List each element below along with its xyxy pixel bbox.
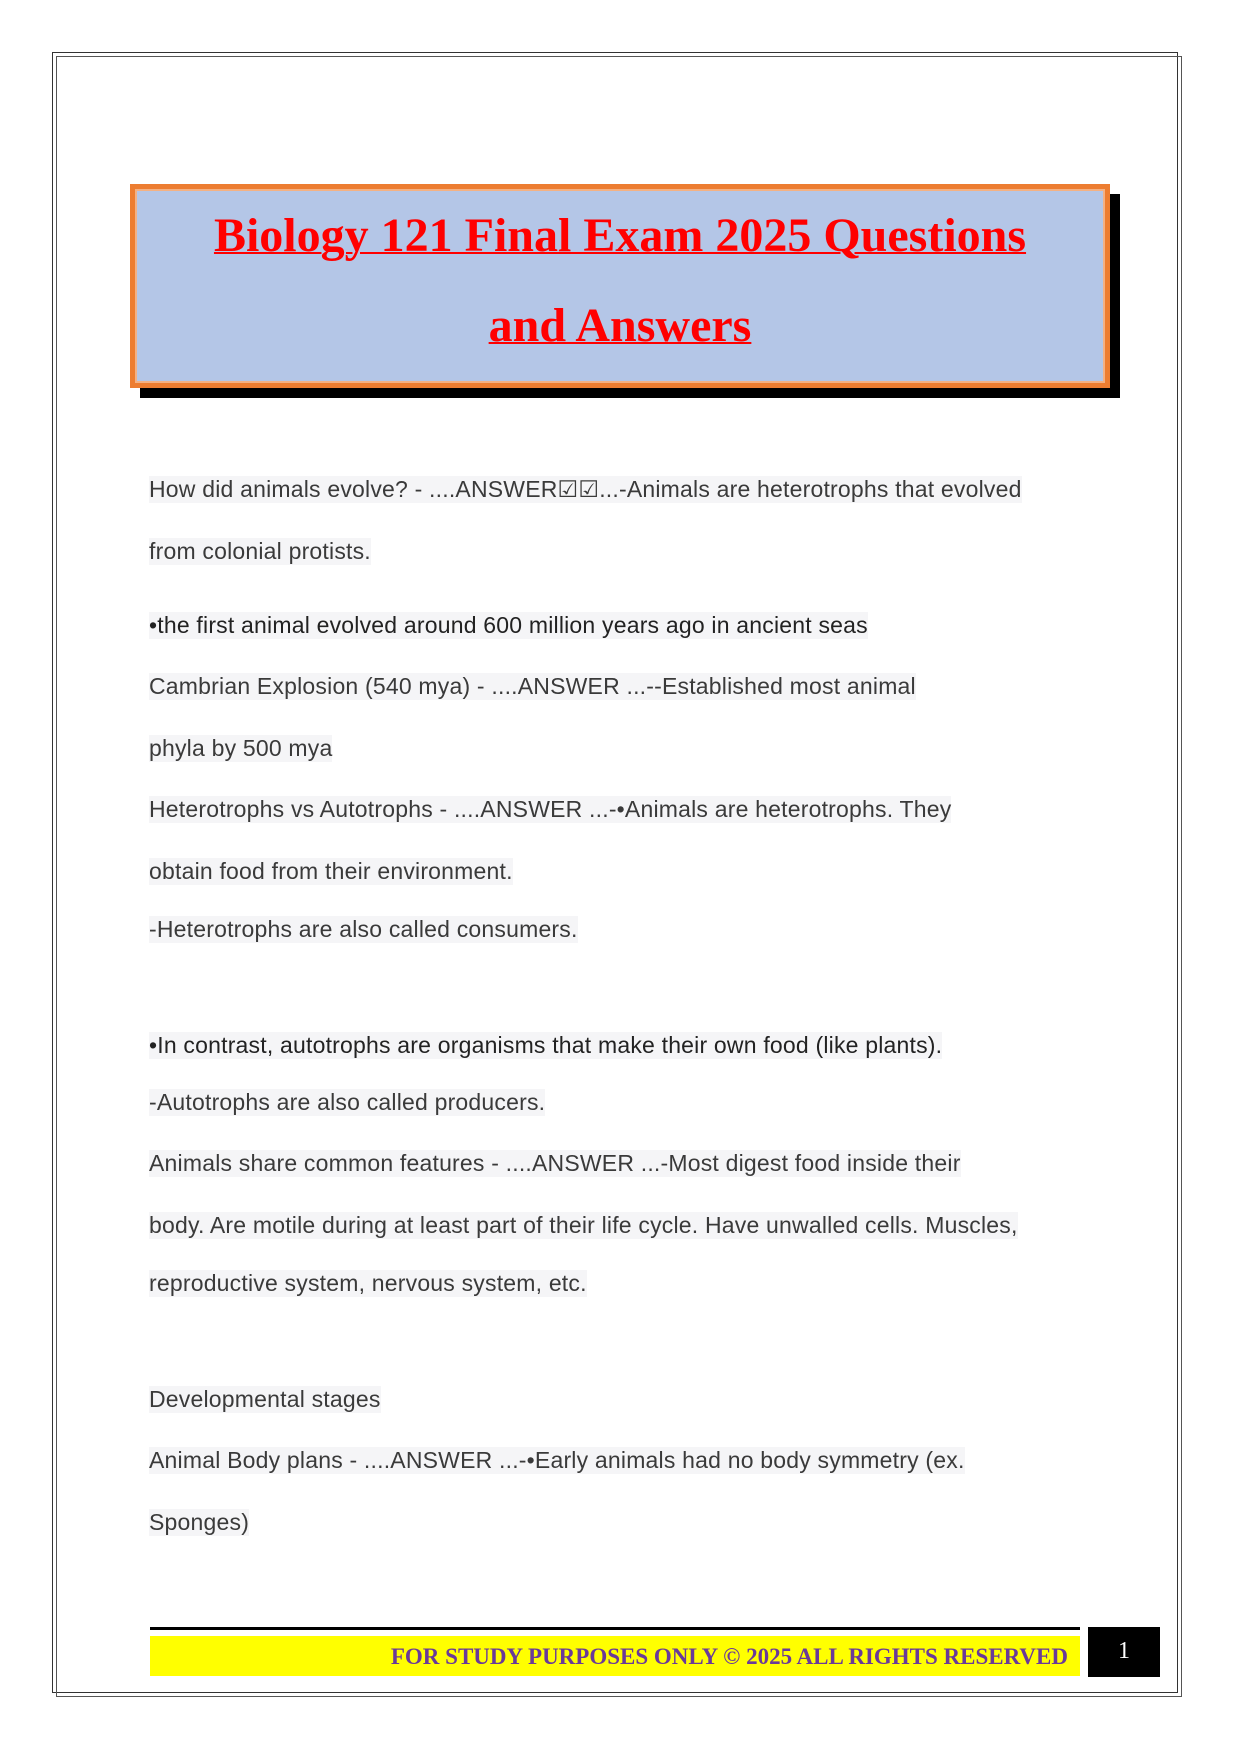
- paragraph-line: Animals share common features - ....ANSWER ...-Most digest food inside their: [149, 1150, 961, 1176]
- footer-notice: FOR STUDY PURPOSES ONLY © 2025 ALL RIGHTS RESERVED: [150, 1636, 1080, 1676]
- paragraph-line: Cambrian Explosion (540 mya) - ....ANSWER ...--Established most animal: [149, 673, 916, 699]
- paragraph-line: •the first animal evolved around 600 million years ago in ancient seas: [149, 612, 868, 638]
- paragraph-line: •In contrast, autotrophs are organisms that make their own food (like plants).: [149, 1032, 943, 1058]
- paragraph-line: Developmental stages: [149, 1386, 381, 1412]
- paragraph-line: from colonial protists.: [149, 538, 371, 564]
- paragraph-line: Heterotrophs vs Autotrophs - ....ANSWER ...-•Animals are heterotrophs. They: [149, 796, 952, 822]
- paragraph-line: Sponges): [149, 1509, 250, 1535]
- title-box: [130, 184, 1110, 388]
- paragraph-line: phyla by 500 mya: [149, 735, 333, 761]
- page-number: 1: [1088, 1627, 1160, 1677]
- title-line-1: Biology 121 Final Exam 2025 Questions: [213, 209, 1027, 262]
- paragraph-line: -Heterotrophs are also called consumers.: [149, 916, 578, 942]
- title-line-2: and Answers: [488, 299, 752, 352]
- paragraph-line: How did animals evolve? - ....ANSWER☑☑...-Animals are heterotrophs that evolved: [149, 476, 1022, 502]
- paragraph-line: reproductive system, nervous system, etc.: [149, 1270, 587, 1296]
- footer-divider: [150, 1627, 1080, 1630]
- paragraph-line: obtain food from their environment.: [149, 858, 513, 884]
- paragraph-line: Animal Body plans - ....ANSWER ...-•Early animals had no body symmetry (ex.: [149, 1447, 965, 1473]
- page-title: [135, 189, 1105, 383]
- paragraph-line: -Autotrophs are also called producers.: [149, 1089, 546, 1115]
- paragraph-line: body. Are motile during at least part of their life cycle. Have unwalled cells. Muscles,: [149, 1212, 1018, 1238]
